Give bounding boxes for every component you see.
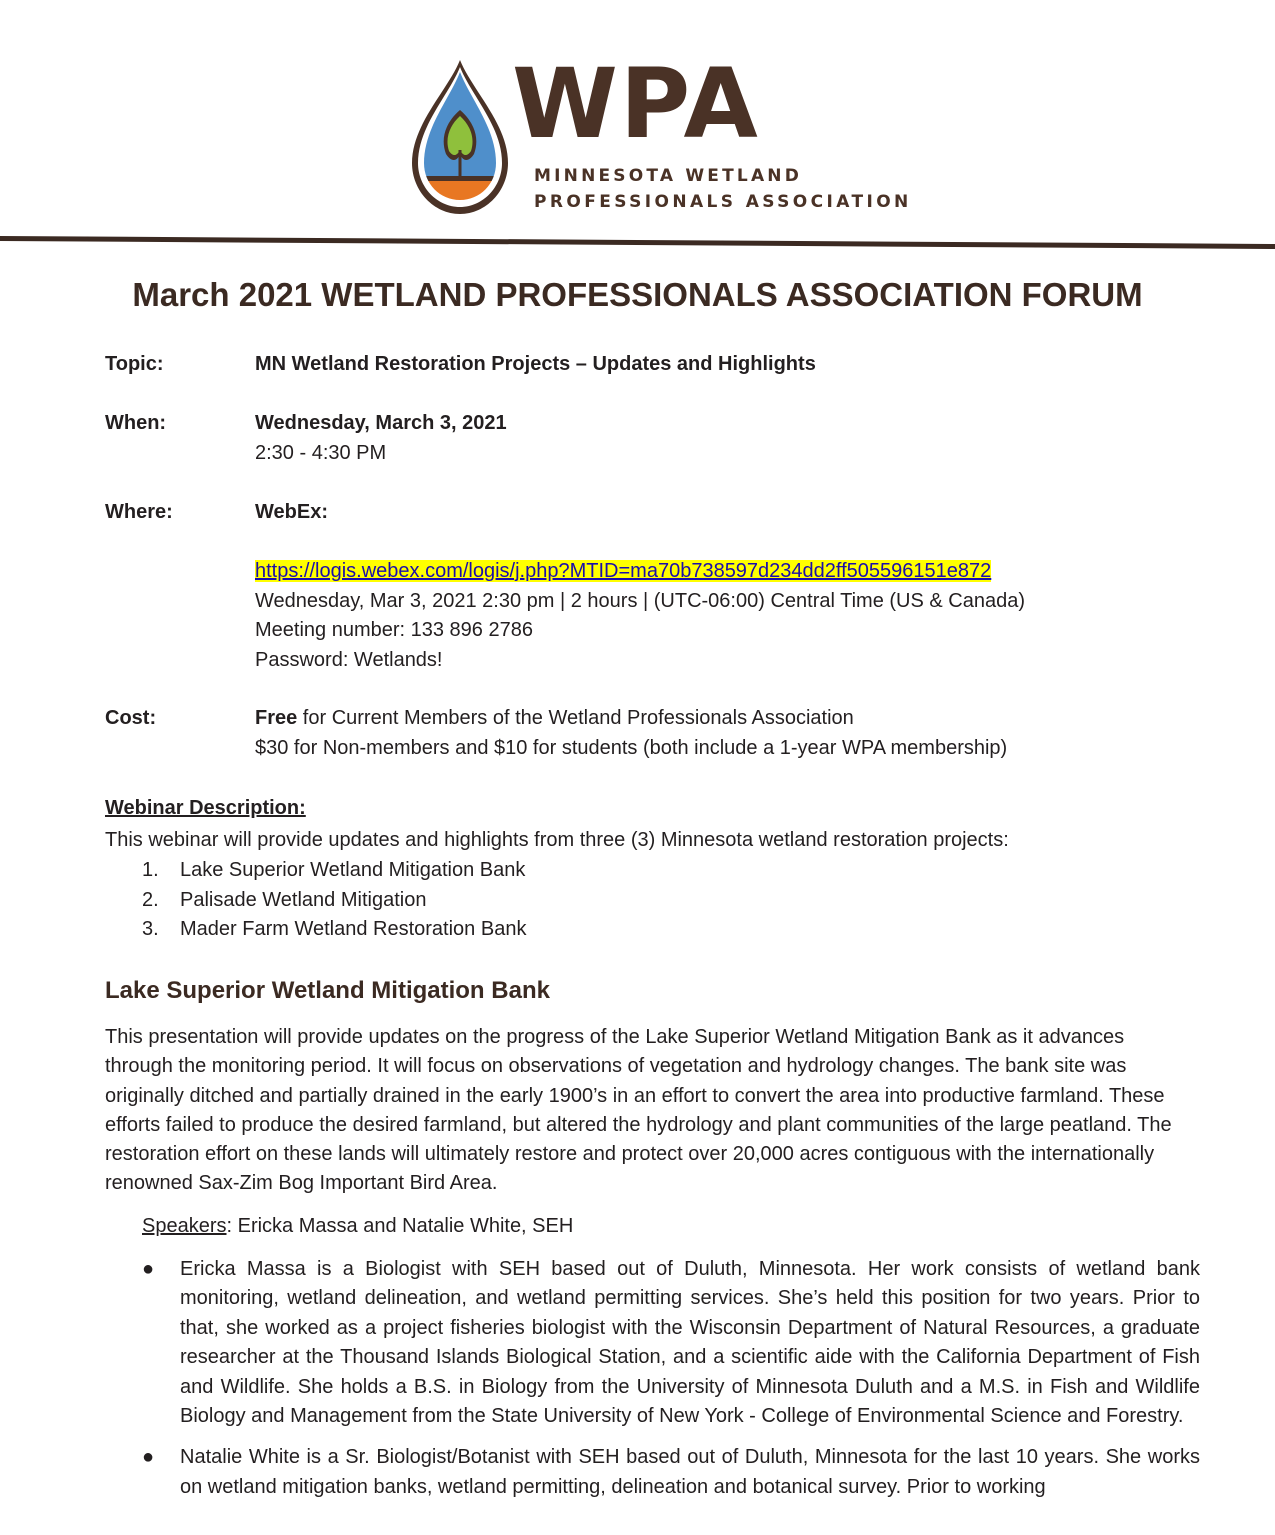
webex-link[interactable]: https://logis.webex.com/logis/j.php?MTID=ma70b738597d234dd2ff505596151e872	[255, 560, 992, 582]
meeting-details: Wednesday, Mar 3, 2021 2:30 pm | 2 hours | (UTC-06:00) Central Time (US & Canada)	[255, 589, 1025, 612]
speaker-bios	[142, 1255, 1200, 1514]
speakers-line	[142, 1212, 573, 1242]
document-title: March 2021 WETLAND PROFESSIONALS ASSOCIATION FORUM	[132, 276, 1143, 313]
list-item-text: Palisade Wetland Mitigation	[180, 888, 427, 911]
bio-text: Ericka Massa is a Biologist with SEH based out of Duluth, Minnesota. Her work consists of wetland bank monitoring, wetland delineation, and wetland permitting services. She’s held this position for two years. Prior to that, she worked as a project fisheries biologist with the Wisconsin Department of Natural Resources, a graduate researcher at the Thousand Islands Biological Station, and a scientific aide with the California Department of Fish and Wildlife. She holds a B.S. in Biology from the University of Minnesota Duluth and a M.S. in Fish and Wildlife Biology and Management from the State University of New York - College of Environmental Science and Forestry.	[180, 1258, 1200, 1428]
bullet-icon: ●	[142, 1258, 155, 1280]
list-item	[142, 915, 526, 945]
section-heading: Lake Superior Wetland Mitigation Bank	[105, 977, 550, 1004]
bio-text: Natalie White is a Sr. Biologist/Botanist with SEH based out of Duluth, Minnesota for the last 10 years. She works on wetland mitigation banks, wetland permitting, delineation and botanical survey. Prior to working	[180, 1446, 1200, 1498]
list-number: 1.	[142, 859, 159, 881]
project-list	[142, 856, 526, 945]
list-item-text: Mader Farm Wetland Restoration Bank	[180, 918, 527, 940]
topic-value: MN Wetland Restoration Projects – Updates and Highlights	[255, 353, 816, 375]
list-number: 2.	[142, 888, 159, 911]
speakers-names: : Ericka Massa and Natalie White, SEH	[226, 1215, 574, 1237]
cost-line2: $30 for Non-members and $10 for students (both include a 1-year WPA membership)	[255, 736, 1008, 759]
meeting-number: Meeting number: 133 896 2786	[255, 619, 533, 641]
meeting-password: Password: Wetlands!	[255, 648, 443, 671]
bullet-icon: ●	[142, 1446, 155, 1469]
list-item-text: Lake Superior Wetland Mitigation Bank	[180, 859, 526, 881]
section-paragraph: This presentation will provide updates on the progress of the Lake Superior Wetland Mitigation Bank as it advances through the monitoring period. It will focus on observations of vegetation and hydrology changes. The bank site was originally ditched and partially drained in the early 1900’s in an effort to convert the area into productive farmland. These efforts failed to produce the desired farmland, but altered the hydrology and plant communities of the large peatland. The restoration effort on these lands will ultimately restore and protect over 20,000 acres contiguous with the internationally renowned Sax-Zim Bog Important Bird Area.	[105, 1026, 1172, 1195]
where-label: Where:	[105, 501, 173, 523]
where-platform: WebEx:	[255, 501, 328, 523]
cost-free-text: for Current Members of the Wetland Professionals Association	[297, 707, 854, 729]
cost-label: Cost:	[105, 707, 157, 729]
logo-wordmark: WPA	[512, 48, 760, 160]
list-item	[142, 886, 526, 916]
when-date: Wednesday, March 3, 2021	[255, 412, 507, 434]
logo-subtitle-line2: PROFESSIONALS ASSOCIATION	[534, 192, 912, 212]
logo-subtitle-line1: MINNESOTA WETLAND	[534, 166, 803, 186]
webinar-intro: This webinar will provide updates and highlights from three (3) Minnesota wetland restoration projects:	[105, 829, 1009, 851]
wpa-logo	[410, 48, 912, 218]
list-number: 3.	[142, 918, 159, 940]
when-values	[255, 409, 507, 468]
when-time: 2:30 - 4:30 PM	[255, 441, 387, 464]
when-label: When:	[105, 412, 167, 434]
topic-label: Topic:	[105, 353, 164, 375]
list-item	[142, 1255, 1200, 1431]
header-divider	[0, 230, 1275, 254]
list-item	[142, 1443, 1200, 1502]
cost-free-word: Free	[255, 707, 298, 729]
cost-values	[255, 704, 1007, 763]
list-item	[142, 856, 526, 886]
webinar-description-heading: Webinar Description:	[105, 797, 306, 819]
water-drop-leaf-icon	[410, 58, 510, 218]
speakers-label: Speakers	[142, 1215, 227, 1237]
where-values	[255, 498, 1025, 675]
